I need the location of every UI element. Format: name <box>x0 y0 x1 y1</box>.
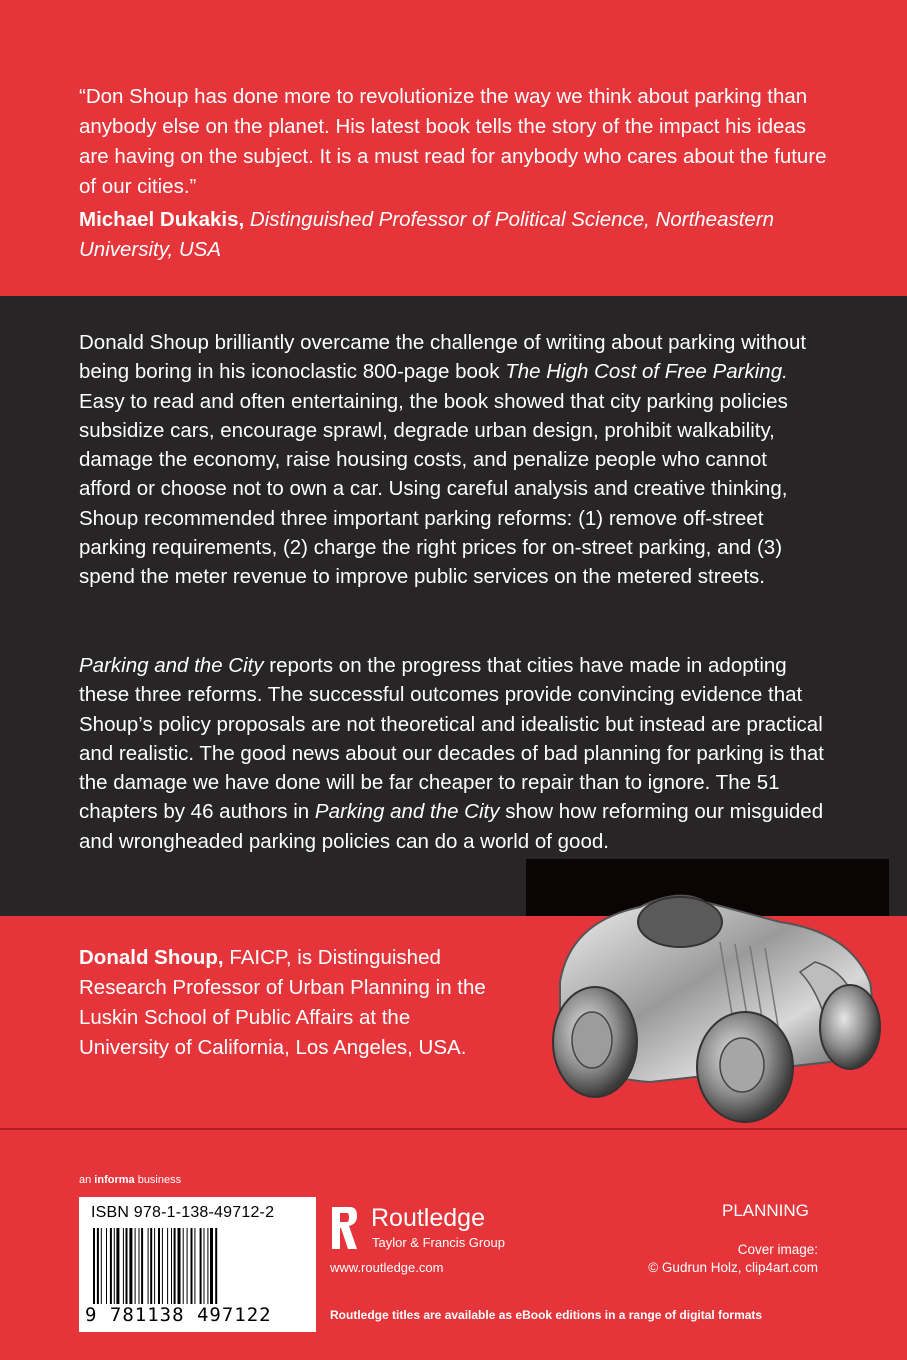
barcode-bar <box>97 1228 99 1304</box>
toy-car-image <box>530 862 895 1127</box>
barcode-bar <box>207 1228 208 1304</box>
car-seat <box>638 897 722 947</box>
barcode-bar <box>129 1228 132 1304</box>
informa-mark: an informa business <box>79 1174 182 1186</box>
barcode-bar <box>154 1228 155 1304</box>
barcode-bar <box>171 1228 172 1304</box>
barcode-bar <box>158 1228 160 1304</box>
description-paragraph-1: Donald Shoup brilliantly overcame the challenge of writing about parking without being boring in his iconoclastic 800-page book The High Cost of Free Parking. Easy to read and often entertaining, the book showed that city parking policies subsidize cars, encourage sprawl, degrade urban design, prohibit walkability, damage the economy, raise housing costs, and penalize people who cannot afford or choose not to own a car. Using careful analysis and creative thinking, Shoup recommended three important parking reforms: (1) remove off-street parking requirements, (2) charge the right prices for on-street parking, and (3) spend the meter revenue to improve public services on the metered streets. <box>79 331 807 589</box>
barcode-bar <box>123 1228 124 1304</box>
barcode-bar <box>148 1228 149 1304</box>
barcode-bar <box>135 1228 136 1304</box>
endorsement-quote: “Don Shoup has done more to revolutionize the way we think about parking than anybody else on the planet. His latest book tells the story of the impact his ideas are having on the subject. It is a must read for anybody who cares about the future of our cities.” <box>79 85 827 198</box>
cover-credit: Cover image: © Gudrun Holz, clip4art.com <box>648 1242 818 1275</box>
barcode-bar <box>200 1228 202 1304</box>
endorser-name: Michael Dukakis, <box>79 208 245 231</box>
barcode-bar <box>139 1228 140 1304</box>
barcode-bar <box>106 1228 107 1304</box>
isbn-barcode <box>79 1197 316 1332</box>
ebook-note: Routledge titles are available as eBook editions in a range of digital formats <box>330 1308 763 1322</box>
barcode-bar <box>116 1228 119 1304</box>
barcode-digits: 9 781138 497122 <box>85 1304 272 1326</box>
publisher-name: Routledge <box>371 1204 485 1232</box>
barcode-bar <box>187 1228 188 1304</box>
barcode-bars <box>89 1228 307 1304</box>
barcode-bar <box>93 1228 95 1304</box>
book-title: Parking and the City <box>314 800 500 824</box>
front-wheel-right <box>820 985 880 1069</box>
barcode-bar <box>178 1228 181 1304</box>
barcode-bar <box>167 1228 168 1304</box>
barcode-bar <box>101 1228 102 1304</box>
author-name: Donald Shoup, <box>79 946 224 969</box>
publisher-group: Taylor & Francis Group <box>372 1235 505 1250</box>
isbn-label: ISBN 978-1-138-49712-2 <box>91 1204 275 1221</box>
barcode-bar <box>183 1228 184 1304</box>
barcode-bar <box>210 1228 213 1304</box>
description-paragraph-2: Parking and the City reports on the progress that cities have made in adopting these three reforms. The successful outcomes provide convincing evidence that Shoup’s policy proposals are not theoretical and idealistic but instead are practical and realistic. The good news about our decades of bad planning for parking is that the damage we have done will be far cheaper to repair than to ignore. The 51 chapters by 46 authors in Parking and the City show how reforming our misguided and wrongheaded parking policies can do a world of good. <box>79 654 824 853</box>
barcode-bar <box>110 1228 112 1304</box>
barcode-bar <box>141 1228 143 1304</box>
book-title: Parking and the City <box>79 654 264 677</box>
barcode-bar <box>194 1228 195 1304</box>
endorser-title: Distinguished Professor of Political Science, Northeastern University, USA <box>79 208 775 261</box>
barcode-bar <box>150 1228 152 1304</box>
barcode-bar <box>114 1228 115 1304</box>
barcode-bar <box>162 1228 163 1304</box>
barcode-bar <box>215 1228 217 1304</box>
routledge-logo-icon <box>330 1205 358 1251</box>
category-label: PLANNING <box>722 1201 809 1220</box>
barcode-bar <box>126 1228 128 1304</box>
barcode-bar <box>204 1228 205 1304</box>
barcode-bar <box>191 1228 193 1304</box>
divider <box>0 1128 907 1130</box>
publisher-url[interactable]: www.routledge.com <box>330 1260 444 1275</box>
author-bio: Donald Shoup, FAICP, is Distinguished Research Professor of Urban Planning in the Luskin School of Public Affairs at the University of California, Los Angeles, USA. <box>79 946 486 1059</box>
book-title: The High Cost of Free Parking. <box>505 360 788 384</box>
barcode-bar <box>174 1228 176 1304</box>
endorser-credit <box>79 205 839 265</box>
